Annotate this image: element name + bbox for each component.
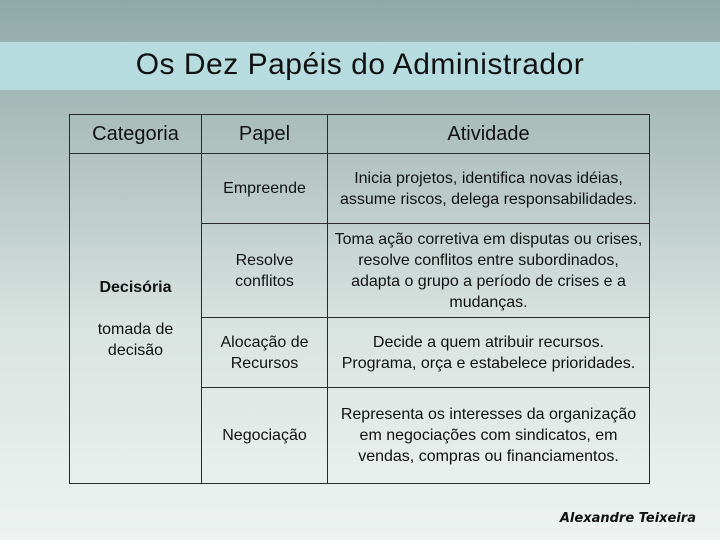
- table-row: [70, 154, 650, 224]
- activity-cell: Toma ação corretiva em disputas ou crises, resolve conflitos entre subordinados, adapta o grupo a período de crises e a mudanças.: [328, 224, 650, 318]
- page-title: Os Dez Papéis do Administrador: [135, 48, 585, 81]
- role-cell: Resolve conflitos: [202, 224, 328, 318]
- category-description: tomada de decisão: [97, 321, 174, 359]
- category-cell: [70, 154, 202, 484]
- activity-cell: Decide a quem atribuir recursos. Programa, orça e estabelece prioridades.: [328, 318, 650, 388]
- role-cell: Negociação: [202, 388, 328, 484]
- header-activity: Atividade: [328, 115, 650, 154]
- author-signature: Alexandre Teixeira: [559, 511, 696, 526]
- table-header-row: [70, 115, 650, 154]
- header-category: Categoria: [70, 115, 202, 154]
- activity-cell: Representa os interesses da organização em negociações com sindicatos, em vendas, compras ou financiamentos.: [328, 388, 650, 484]
- roles-table: [69, 114, 650, 484]
- role-cell: Empreende: [202, 154, 328, 224]
- category-name: Decisória: [99, 279, 172, 296]
- header-role: Papel: [202, 115, 328, 154]
- activity-cell: Inicia projetos, identifica novas idéias, assume riscos, delega responsabilidades.: [328, 154, 650, 224]
- role-cell: Alocação de Recursos: [202, 318, 328, 388]
